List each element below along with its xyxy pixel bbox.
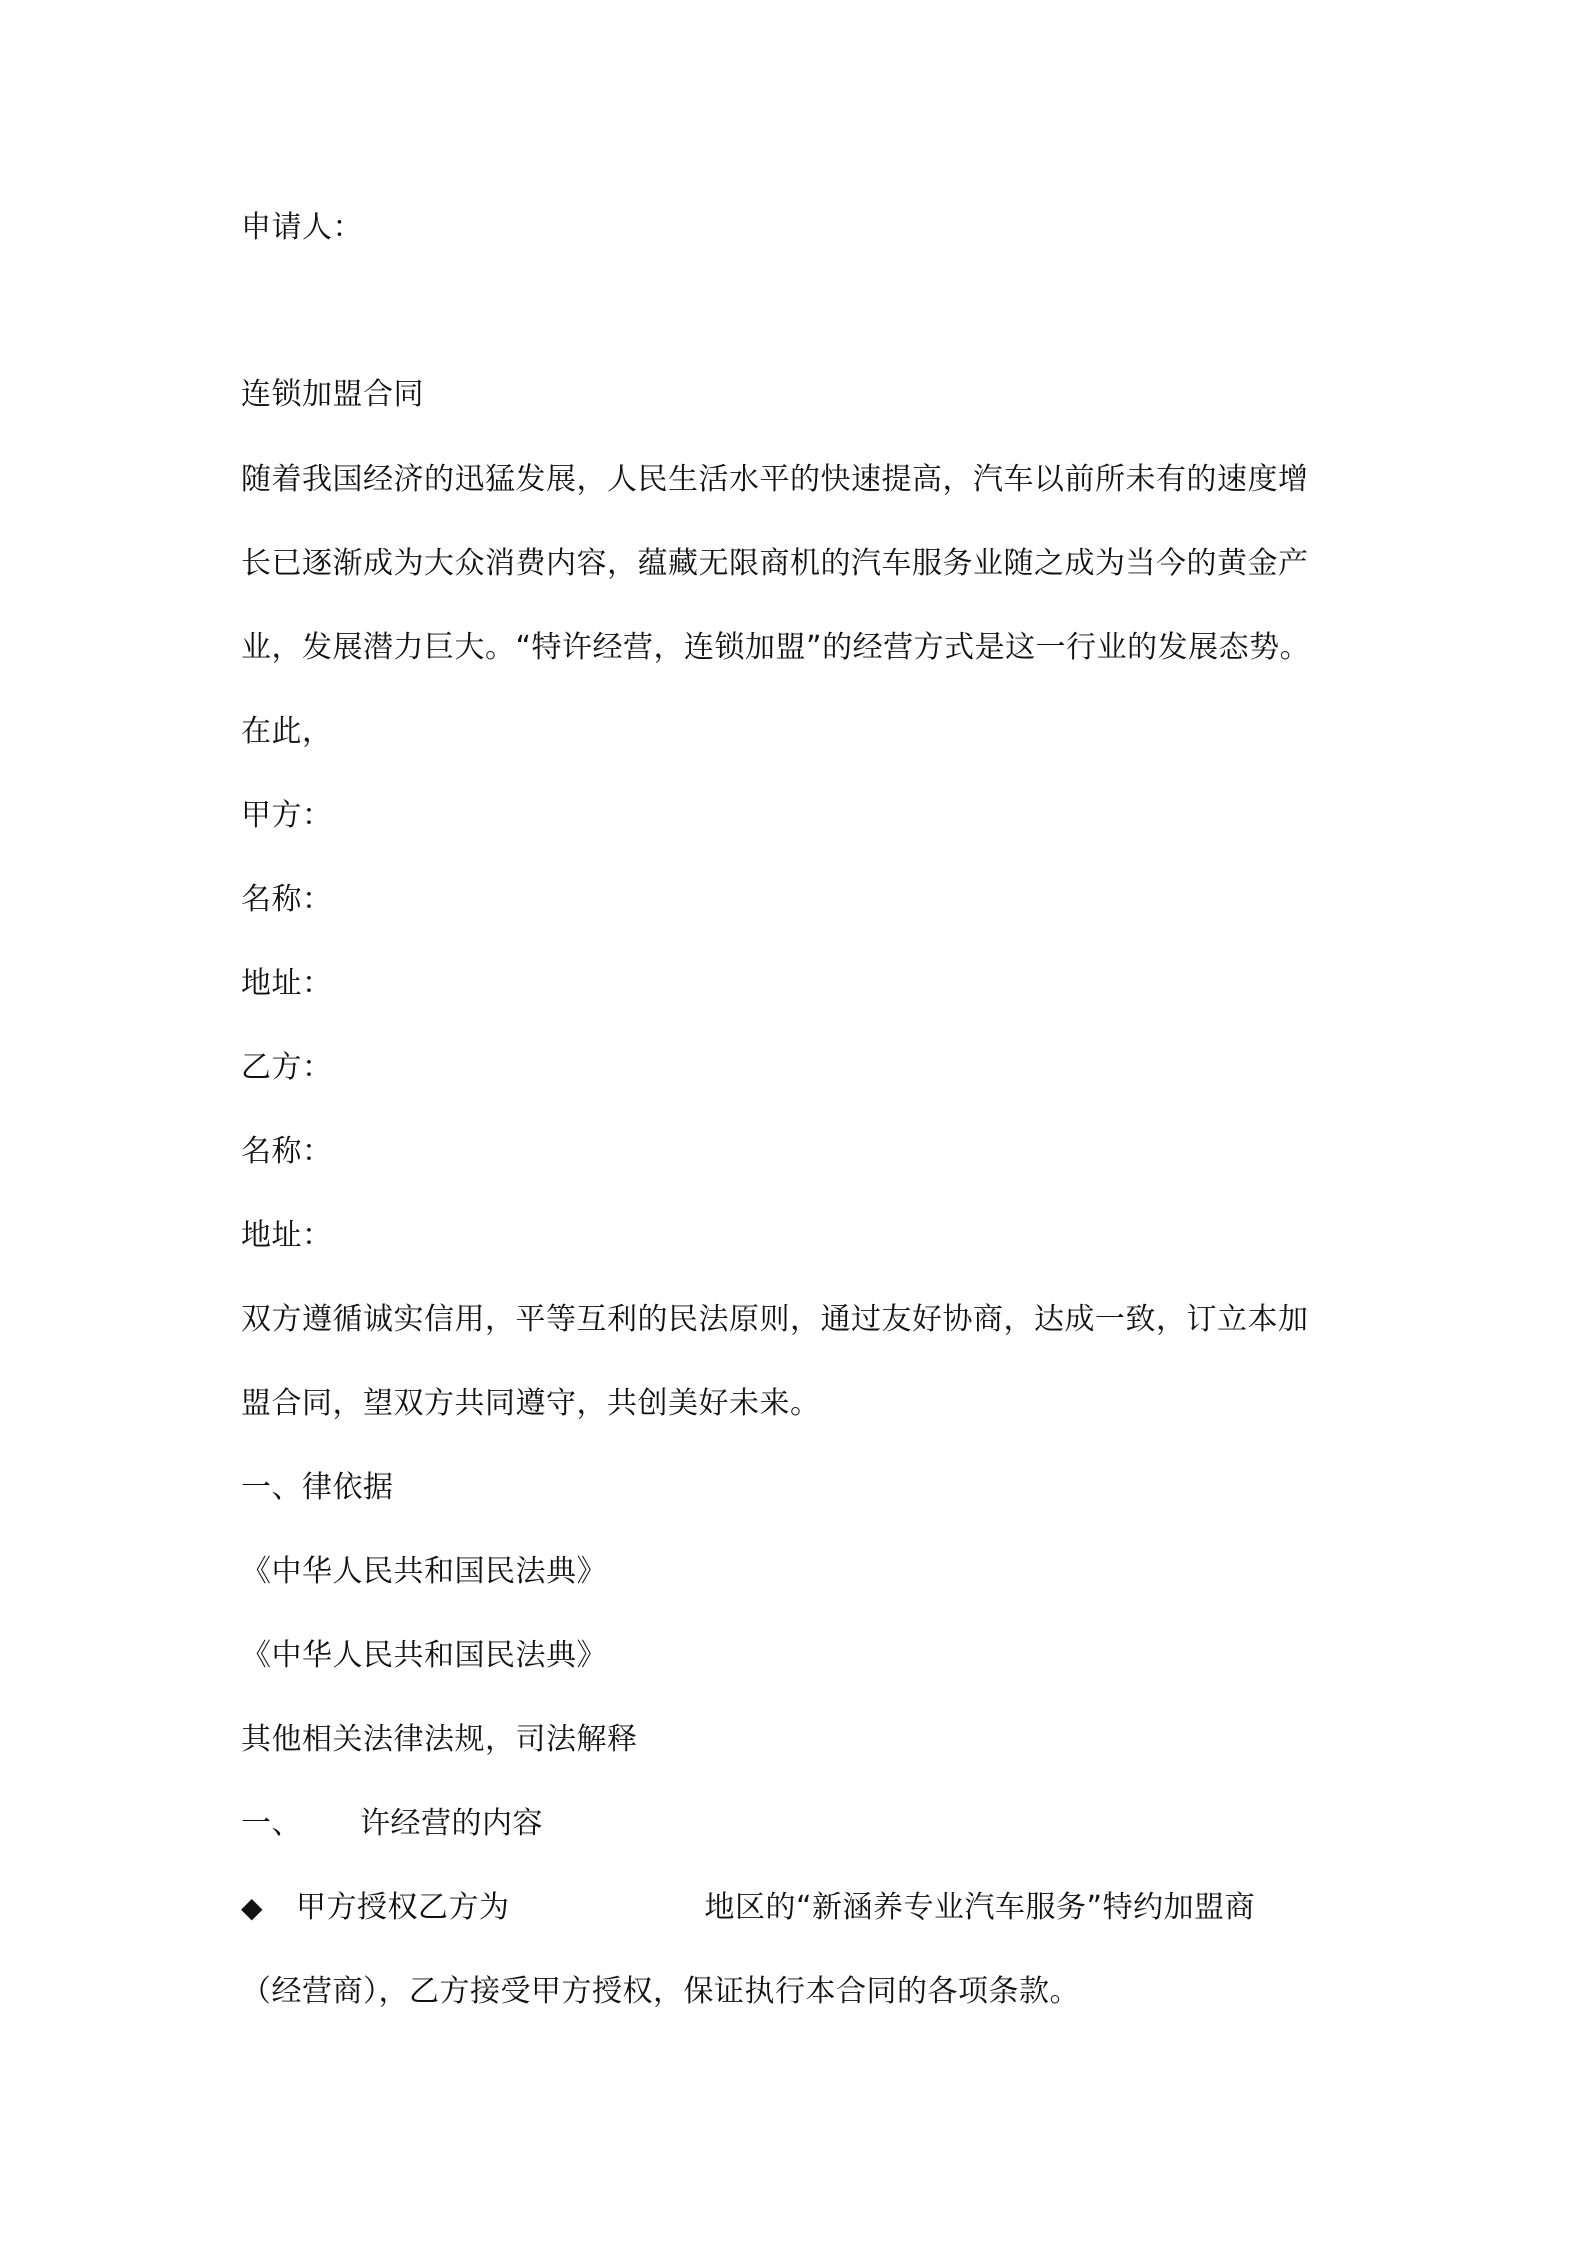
party-b-address: 地址： [241, 1218, 333, 1253]
intro-line-3: 业，发展潜力巨大。“特许经营，连锁加盟”的经营方式是这一行业的发展态势。 [241, 630, 1311, 665]
intro-line-2: 长已逐渐成为大众消费内容，蕴藏无限商机的汽车服务业随之成为当今的黄金产 [241, 546, 1309, 581]
law-item-1: 《中华人民共和国民法典》 [241, 1554, 607, 1589]
party-b-name: 名称： [241, 1134, 333, 1169]
applicant-line: 申请人： [241, 210, 363, 245]
section1-heading: 一、律依据 [241, 1470, 394, 1505]
bullet-continuation: （经营商），乙方接受甲方授权，保证执行本合同的各项条款。 [241, 1974, 1080, 2009]
section2-number: 一、 [241, 1806, 302, 1841]
bullet-text-part2: 地区的“新涵养专业汽车服务”特约加盟商 [704, 1890, 1256, 1925]
diamond-bullet-icon: ◆ [241, 1891, 264, 1924]
party-b-label: 乙方： [241, 1050, 333, 1085]
party-a-label: 甲方： [241, 798, 333, 833]
intro-line-1: 随着我国经济的迅猛发展，人民生活水平的快速提高，汽车以前所未有的速度增 [241, 462, 1309, 497]
agreement-line-1: 双方遵循诚实信用，平等互利的民法原则，通过友好协商，达成一致，订立本加 [241, 1302, 1309, 1337]
bullet-line [241, 1888, 1255, 1928]
contract-title: 连锁加盟合同 [241, 377, 424, 412]
party-a-name: 名称： [241, 882, 333, 917]
law-item-3: 其他相关法律法规，司法解释 [241, 1722, 638, 1757]
agreement-line-2: 盟合同，望双方共同遵守，共创美好未来。 [241, 1386, 821, 1421]
bullet-text-part1: 甲方授权乙方为 [296, 1890, 510, 1925]
law-item-2: 《中华人民共和国民法典》 [241, 1638, 607, 1673]
intro-line-4: 在此， [241, 714, 333, 749]
section2-heading-line [241, 1804, 543, 1844]
section2-heading: 许经营的内容 [360, 1806, 543, 1841]
party-a-address: 地址： [241, 966, 333, 1001]
